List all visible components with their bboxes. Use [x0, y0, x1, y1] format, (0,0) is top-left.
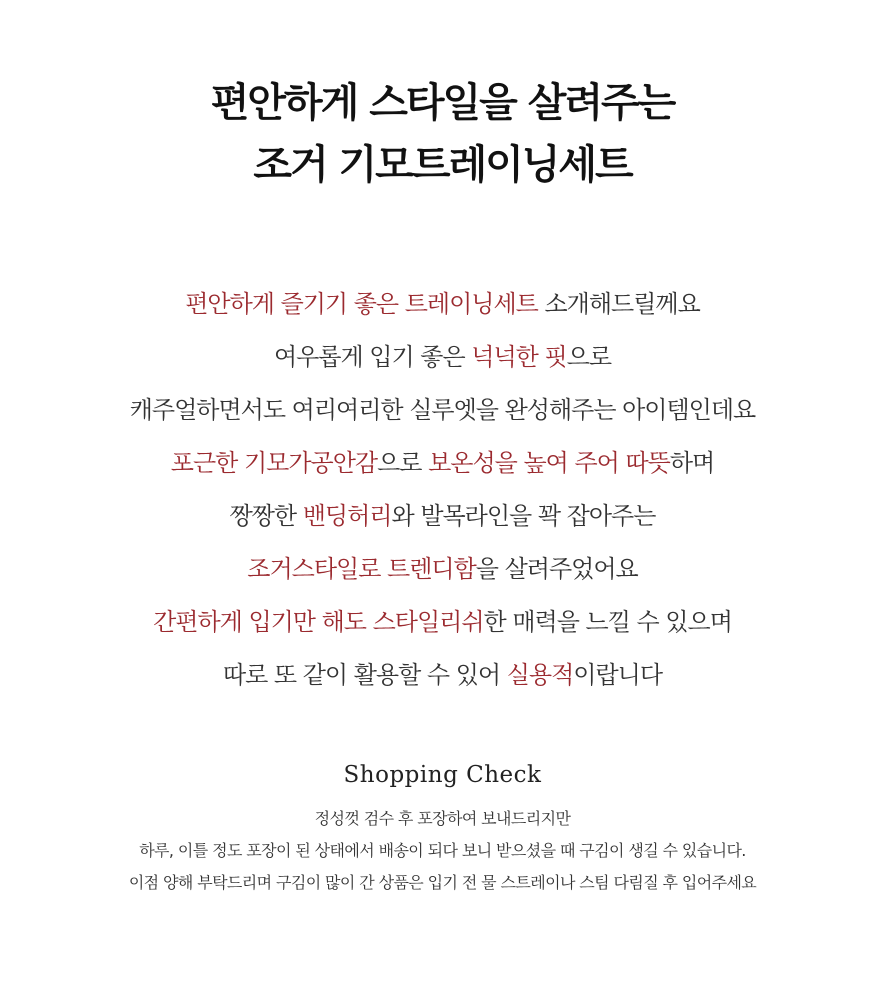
description-text: 캐주얼하면서도 여리여리한 실루엣을 완성해주는 아이템인데요 — [129, 396, 756, 424]
highlight-text: 편안하게 즐기기 좋은 트레이닝세트 — [185, 290, 538, 318]
headline-line-2: 조거 기모트레이닝세트 — [253, 142, 632, 188]
description-line-3 — [0, 384, 885, 437]
description-text: 소개해드릴께요 — [537, 290, 700, 318]
description-line-8 — [0, 649, 885, 702]
notice-line-1: 정성껏 검수 후 포장하여 보내드리지만 — [314, 809, 571, 828]
description-text: 하며 — [669, 449, 715, 477]
description-text: 으로 — [377, 449, 429, 477]
highlight-text: 실용적 — [506, 661, 574, 689]
description-text: 따로 또 같이 활용할 수 있어 — [222, 661, 507, 689]
highlight-text: 포근한 기모가공안감 — [170, 449, 378, 477]
notice-line-3: 이점 양해 부탁드리며 구김이 많이 간 상품은 입기 전 물 스트레이나 스팀 다림질 후 입어주세요 — [128, 873, 757, 892]
highlight-text: 밴딩허리 — [302, 502, 392, 530]
highlight-text: 넉넉한 핏 — [471, 343, 567, 371]
description-text: 을 살려주었어요 — [475, 555, 638, 583]
headline — [0, 72, 885, 196]
description-line-2 — [0, 331, 885, 384]
description-line-4 — [0, 437, 885, 490]
description-line-5 — [0, 490, 885, 543]
description-line-7 — [0, 596, 885, 649]
highlight-text: 보온성을 높여 주어 따뜻 — [428, 449, 670, 477]
description-line-1 — [0, 278, 885, 331]
highlight-text: 조거스타일로 트렌디함 — [247, 555, 476, 583]
product-description — [0, 278, 885, 702]
description-text: 와 발목라인을 꽉 잡아주는 — [391, 502, 656, 530]
description-line-6 — [0, 543, 885, 596]
shopping-check-notice — [0, 803, 885, 899]
description-text: 으로 — [566, 343, 612, 371]
headline-line-1: 편안하게 스타일을 살려주는 — [210, 80, 675, 126]
description-text: 이랍니다 — [573, 661, 663, 689]
notice-line-2: 하루, 이틀 정도 포장이 된 상태에서 배송이 되다 보니 받으셨을 때 구김이 생길 수 있습니다. — [139, 841, 746, 860]
shopping-check-title: Shopping Check — [343, 762, 542, 788]
highlight-text: 간편하게 입기만 해도 스타일리쉬 — [153, 608, 484, 636]
description-text: 짱짱한 — [229, 502, 303, 530]
description-text: 한 매력을 느낄 수 있으며 — [483, 608, 732, 636]
description-text: 여우롭게 입기 좋은 — [273, 343, 472, 371]
